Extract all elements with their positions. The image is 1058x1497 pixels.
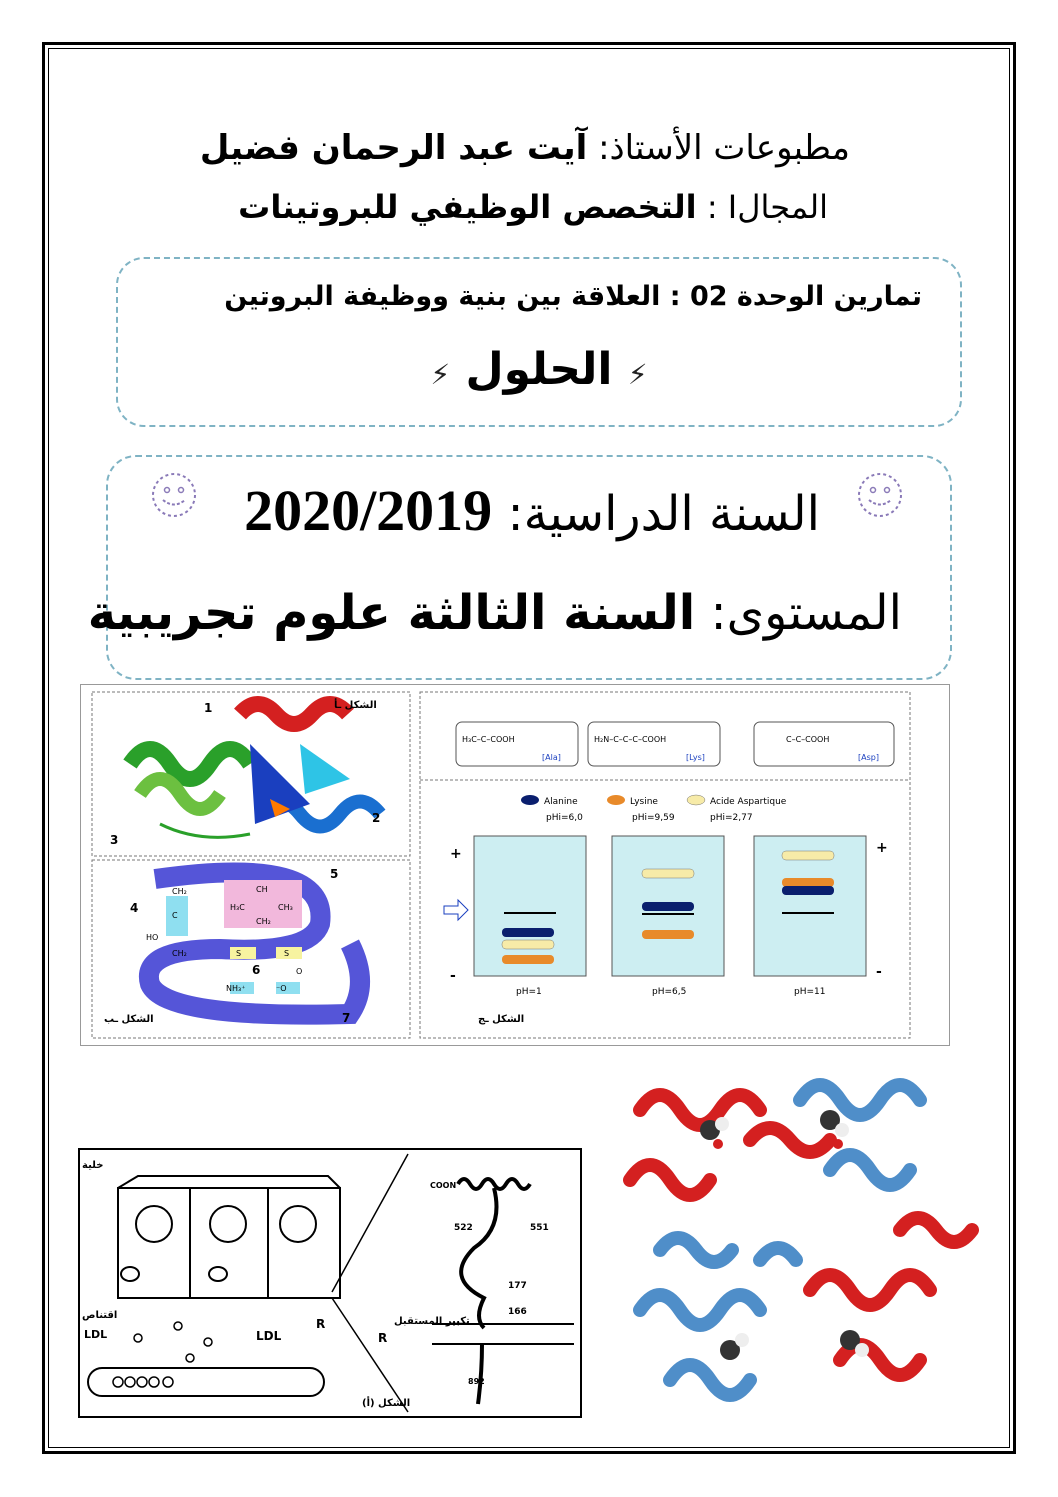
legend-label: Alanine [544, 797, 578, 807]
legend-phi: pHi=6,0 [546, 813, 583, 823]
amino-acid-abbr: [Lys] [686, 753, 705, 762]
amino-acid-formula: H₂N–C–C–C–COOH [594, 735, 667, 744]
plus-sign: + [876, 840, 888, 856]
receptor-letter: R [378, 1331, 388, 1345]
callout-1: 1 [204, 701, 213, 715]
year-label: السنة الدراسية: [507, 486, 820, 542]
fig-a-label: الشكل ـأ [334, 700, 377, 711]
position-label: 166 [508, 1307, 527, 1317]
amino-acid-abbr: [Ala] [542, 753, 561, 762]
position-label: 892 [468, 1377, 485, 1386]
group-label: CH₃ [278, 903, 293, 912]
legend-phi: pHi=2,77 [710, 813, 753, 823]
group-label: S [236, 949, 242, 958]
gel-ph-label: pH=11 [794, 987, 826, 997]
legend-label: Acide Aspartique [710, 797, 787, 807]
coon-label: COON [430, 1181, 457, 1190]
protein-structure-figure [80, 684, 950, 1046]
legend-swatch-aspartic [687, 795, 705, 805]
hemoglobin-ribbon-image [600, 1060, 995, 1425]
callout-7: 7 [342, 1011, 351, 1025]
domain-label: المجالI : [706, 188, 828, 226]
gel-ph-label: pH=1 [516, 987, 542, 997]
callout-5: 5 [330, 867, 339, 881]
lightning-icon: ⚡ [627, 358, 648, 391]
callout-2: 2 [372, 811, 381, 825]
legend-phi: pHi=9,59 [632, 813, 675, 823]
solutions-heading [118, 344, 960, 395]
group-label: HO [146, 933, 159, 942]
receptor-letter: R [316, 1317, 326, 1331]
position-label: 522 [454, 1223, 473, 1233]
group-label: CH₂ [256, 917, 271, 926]
gel-ph-label: pH=6,5 [652, 987, 687, 997]
amino-acid-abbr: [Asp] [858, 753, 879, 762]
legend-swatch-alanine [521, 795, 539, 805]
group-label: NH₃⁺ [226, 984, 246, 993]
group-label: ⁻O [276, 984, 287, 993]
plus-sign: + [450, 846, 462, 862]
level-label: المستوى: [710, 585, 902, 641]
lightning-icon: ⚡ [430, 358, 451, 391]
teacher-label: مطبوعات الأستاذ: [598, 128, 850, 168]
position-label: 177 [508, 1281, 527, 1291]
unit-box [116, 257, 962, 427]
group-label: CH₂ [172, 887, 187, 896]
info-box [87, 455, 952, 680]
position-label: 551 [530, 1223, 549, 1233]
legend-swatch-lysine [607, 795, 625, 805]
smiley-icon [150, 471, 198, 519]
callout-3: 3 [110, 833, 119, 847]
group-label: O [296, 967, 303, 976]
cell-label: خلية [82, 1160, 104, 1171]
fig-c-label: الشكل ـج [478, 1014, 525, 1025]
ldl-receptor-figure [78, 1148, 582, 1418]
year-value: 2020/2019 [244, 478, 493, 543]
group-label: CH₂ [172, 949, 187, 958]
capture-label: اقتناص [82, 1310, 118, 1321]
amino-acid-formula: H₃C–C–COOH [462, 735, 515, 744]
fig-b-label: الشكل ـب [104, 1014, 154, 1025]
teacher-name: آيت عبد الرحمان فضيل [199, 128, 588, 168]
ldl-label: LDL [84, 1328, 108, 1341]
callout-4: 4 [130, 901, 139, 915]
group-label: H₃C [230, 903, 245, 912]
school-year [244, 477, 820, 544]
minus-sign: - [876, 964, 882, 980]
teacher-line [200, 128, 850, 168]
group-label: C [172, 911, 178, 920]
level-value: السنة الثالثة علوم تجريبية [87, 585, 696, 641]
smiley-icon [856, 471, 904, 519]
legend-label: Lysine [630, 797, 658, 807]
fig-label: الشكل (أ) [362, 1398, 411, 1409]
level-line [88, 585, 902, 641]
minus-sign: - [450, 968, 456, 984]
callout-6: 6 [252, 963, 261, 977]
ldl-label: LDL [256, 1329, 282, 1343]
solutions-label: الحلول [465, 344, 613, 395]
group-label: S [284, 949, 290, 958]
domain-line [238, 188, 828, 226]
receptor-label: تكبير المستقبل [394, 1316, 470, 1327]
domain-title: التخصص الوظيفي للبروتينات [238, 188, 697, 226]
amino-acid-formula: C–C–COOH [786, 735, 830, 744]
unit-title: تمارين الوحدة 02 : العلاقة بين بنية ووظيفة البروتين [224, 281, 922, 312]
group-label: CH [256, 885, 268, 894]
